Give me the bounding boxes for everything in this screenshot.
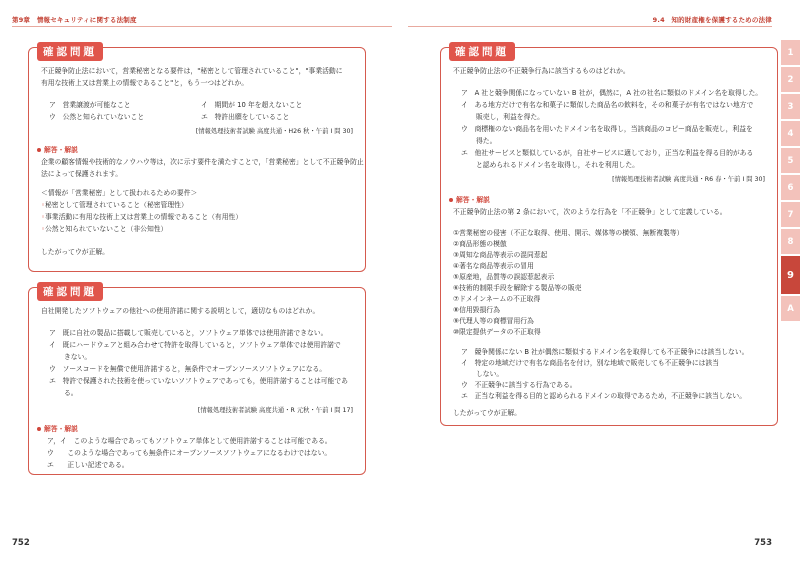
act-item: ⑧信用毀損行為 bbox=[453, 306, 500, 314]
question-source: [情報処理技術者試験 高度共通・R 元秋・午前 I 問 17] bbox=[197, 407, 353, 414]
option-u: ウ ソースコードを無償で使用許諾すると，無条件でオープンソースソフトウェアになる。 bbox=[49, 365, 327, 373]
option-e: エ 特許出願をしていること bbox=[201, 113, 290, 121]
right-page bbox=[400, 0, 800, 568]
criteria-item-2: ◦事業活動に有用な技術上又は営業上の情報であること（有用性） bbox=[41, 213, 243, 221]
option-a: ア A 社と競争関係になっていない B 社が，偶然に，A 社の社名に類似のドメイン名を取得した。 bbox=[461, 89, 763, 97]
act-item: ④著名な商品等表示の冒用 bbox=[453, 262, 534, 270]
bullet-icon bbox=[449, 198, 453, 202]
running-head-left: 第9章 情報セキュリティに関する法制度 bbox=[12, 16, 137, 24]
chapter-tab-8[interactable]: 8 bbox=[781, 229, 800, 254]
header-rule bbox=[408, 26, 772, 27]
running-head-right: 9.4 知的財産権を保護するための法律 bbox=[652, 16, 772, 24]
answer-intro: 不正競争防止法の第 2 条において，次のような行為を「不正競争」として定義している。 bbox=[453, 208, 727, 216]
criteria-item-1: ◦秘密として管理されていること（秘密管理性） bbox=[41, 201, 188, 209]
question-label: 確認問題 bbox=[449, 42, 515, 61]
answer-line-3: エ 正しい記述である。 bbox=[47, 461, 129, 469]
answer-line-2: 法によって保護されます。 bbox=[41, 170, 123, 178]
question-line-2: 有用な技術上又は営業上の情報であること"と，もう一つはどれか。 bbox=[41, 79, 249, 87]
question-box-1 bbox=[28, 47, 366, 272]
chapter-tab-4[interactable]: 4 bbox=[781, 121, 800, 146]
chapter-tab-7[interactable]: 7 bbox=[781, 202, 800, 227]
act-item: ⑥技術的制限手段を解除する製品等の販売 bbox=[453, 284, 582, 292]
act-item: ③周知な商品等表示の混同惹起 bbox=[453, 251, 548, 259]
question-source: [情報処理技術者試験 高度共通・R6 春・午前 I 問 30] bbox=[612, 176, 765, 183]
chapter-tab-1[interactable]: 1 bbox=[781, 40, 800, 65]
explanation-i: イ 特定の地域だけで有名な商品名を付け，別な地域で販売しても不正競争には該当 bbox=[461, 359, 720, 367]
answer-line-2: ウ このような場合であっても無条件にオープンソースソフトウェアになるわけではない。 bbox=[47, 449, 332, 457]
option-u: ウ 商標権のない商品名を用いたドメイン名を取得し，当該商品のコピー商品を販売し，利益を bbox=[461, 125, 753, 133]
option-i: イ ある地方だけで有名な和菓子に類似した商品名の飲料を，その和菓子が有名ではない地方で bbox=[461, 101, 754, 109]
question-label: 確認問題 bbox=[37, 42, 103, 61]
option-a: ア 既に自社の製品に搭載して販売していると，ソフトウェア単体では使用許諾できない。 bbox=[49, 329, 328, 337]
explanation-i-cont: しない。 bbox=[476, 370, 504, 378]
answer-heading: 解答・解説 bbox=[37, 424, 78, 436]
chapter-tab-6[interactable]: 6 bbox=[781, 175, 800, 200]
question-source: [情報処理技術者試験 高度共通・H26 秋・午前 I 問 30] bbox=[195, 128, 353, 135]
act-item: ②商品形態の模倣 bbox=[453, 240, 507, 248]
chapter-tab-9-active[interactable]: 9 bbox=[781, 256, 800, 294]
act-item: ⑤原産地，品質等の誤認惹起表示 bbox=[453, 273, 555, 281]
question-box-2 bbox=[28, 287, 366, 475]
criteria-title: ＜情報が「営業秘密」として扱われるための要件＞ bbox=[41, 189, 198, 197]
answer-heading: 解答・解説 bbox=[449, 195, 490, 207]
option-e: エ 他社サービスと類似しているが，自社サービスに適しており，正当な利益を得る目的がある bbox=[461, 149, 754, 157]
act-item: ⑦ドメインネームの不正取得 bbox=[453, 295, 541, 303]
question-box-3 bbox=[440, 47, 778, 426]
bullet-icon bbox=[37, 427, 41, 431]
header-rule bbox=[12, 26, 392, 27]
criteria-item-3: ◦公然と知られていないこと（非公知性） bbox=[41, 225, 168, 233]
bullet-icon bbox=[37, 148, 41, 152]
explanation-e: エ 正当な利益を得る目的と認められるドメインの取得であるため，不正競争に該当しない。 bbox=[461, 392, 746, 400]
option-u: ウ 公然と知られていないこと bbox=[49, 113, 145, 121]
answer-line-1: 企業の顧客情報や技術的なノウハウ等は，次に示す要件を満たすことで，「営業秘密」として不正競争防止 bbox=[41, 158, 364, 166]
option-i-cont: 販売し，利益を得た。 bbox=[476, 113, 544, 121]
page-number-right: 753 bbox=[754, 538, 772, 548]
question-line-1: 不正競争防止法において，営業秘密となる要件は，"秘密として管理されていること"，"事業活動に bbox=[41, 67, 343, 75]
option-e: エ 特許で保護された技術を使っていないソフトウェアであっても，使用許諾することは可能であ bbox=[49, 377, 348, 385]
chapter-tab-appendix[interactable]: A bbox=[781, 296, 800, 321]
option-i-cont: きない。 bbox=[64, 353, 92, 361]
question-text: 自社開発したソフトウェアの他社への使用許諾に関する説明として，適切なものはどれか。 bbox=[41, 307, 320, 315]
answer-line-1: ア，イ このような場合であってもソフトウェア単体として使用許諾することは可能である。 bbox=[47, 437, 332, 445]
option-e-cont: る。 bbox=[64, 389, 78, 397]
option-e-cont: と認められるドメイン名を取得し，それを利用した。 bbox=[476, 161, 639, 169]
act-item: ⑨代理人等の商標冒用行為 bbox=[453, 317, 534, 325]
option-u-cont: 得た。 bbox=[476, 137, 497, 145]
conclusion: したがってウが正解。 bbox=[453, 409, 521, 417]
question-text: 不正競争防止法の不正競争行為に該当するものはどれか。 bbox=[453, 67, 630, 75]
chapter-tab-2[interactable]: 2 bbox=[781, 67, 800, 92]
act-item: ①営業秘密の侵害（不正な取得、使用、開示、媒体等の横領、無断複製等） bbox=[453, 229, 684, 237]
chapter-tab-3[interactable]: 3 bbox=[781, 94, 800, 119]
option-i: イ 期間が 10 年を超えないこと bbox=[201, 101, 303, 109]
option-i: イ 既にハードウェアと組み合わせて特許を取得していると，ソフトウェア単体では使用許諾で bbox=[49, 341, 341, 349]
question-label: 確認問題 bbox=[37, 282, 103, 301]
answer-heading: 解答・解説 bbox=[37, 145, 78, 157]
chapter-tab-5[interactable]: 5 bbox=[781, 148, 800, 173]
chapter-tabs bbox=[781, 40, 800, 323]
explanation-u: ウ 不正競争に該当する行為である。 bbox=[461, 381, 577, 389]
act-item: ⑩限定提供データの不正取得 bbox=[453, 328, 541, 336]
conclusion: したがってウが正解。 bbox=[41, 248, 109, 256]
option-a: ア 営業譲渡が可能なこと bbox=[49, 101, 131, 109]
explanation-a: ア 競争関係にない B 社が偶然に類似するドメイン名を取得しても不正競争には該当しない。 bbox=[461, 348, 749, 356]
page-number-left: 752 bbox=[12, 538, 30, 548]
